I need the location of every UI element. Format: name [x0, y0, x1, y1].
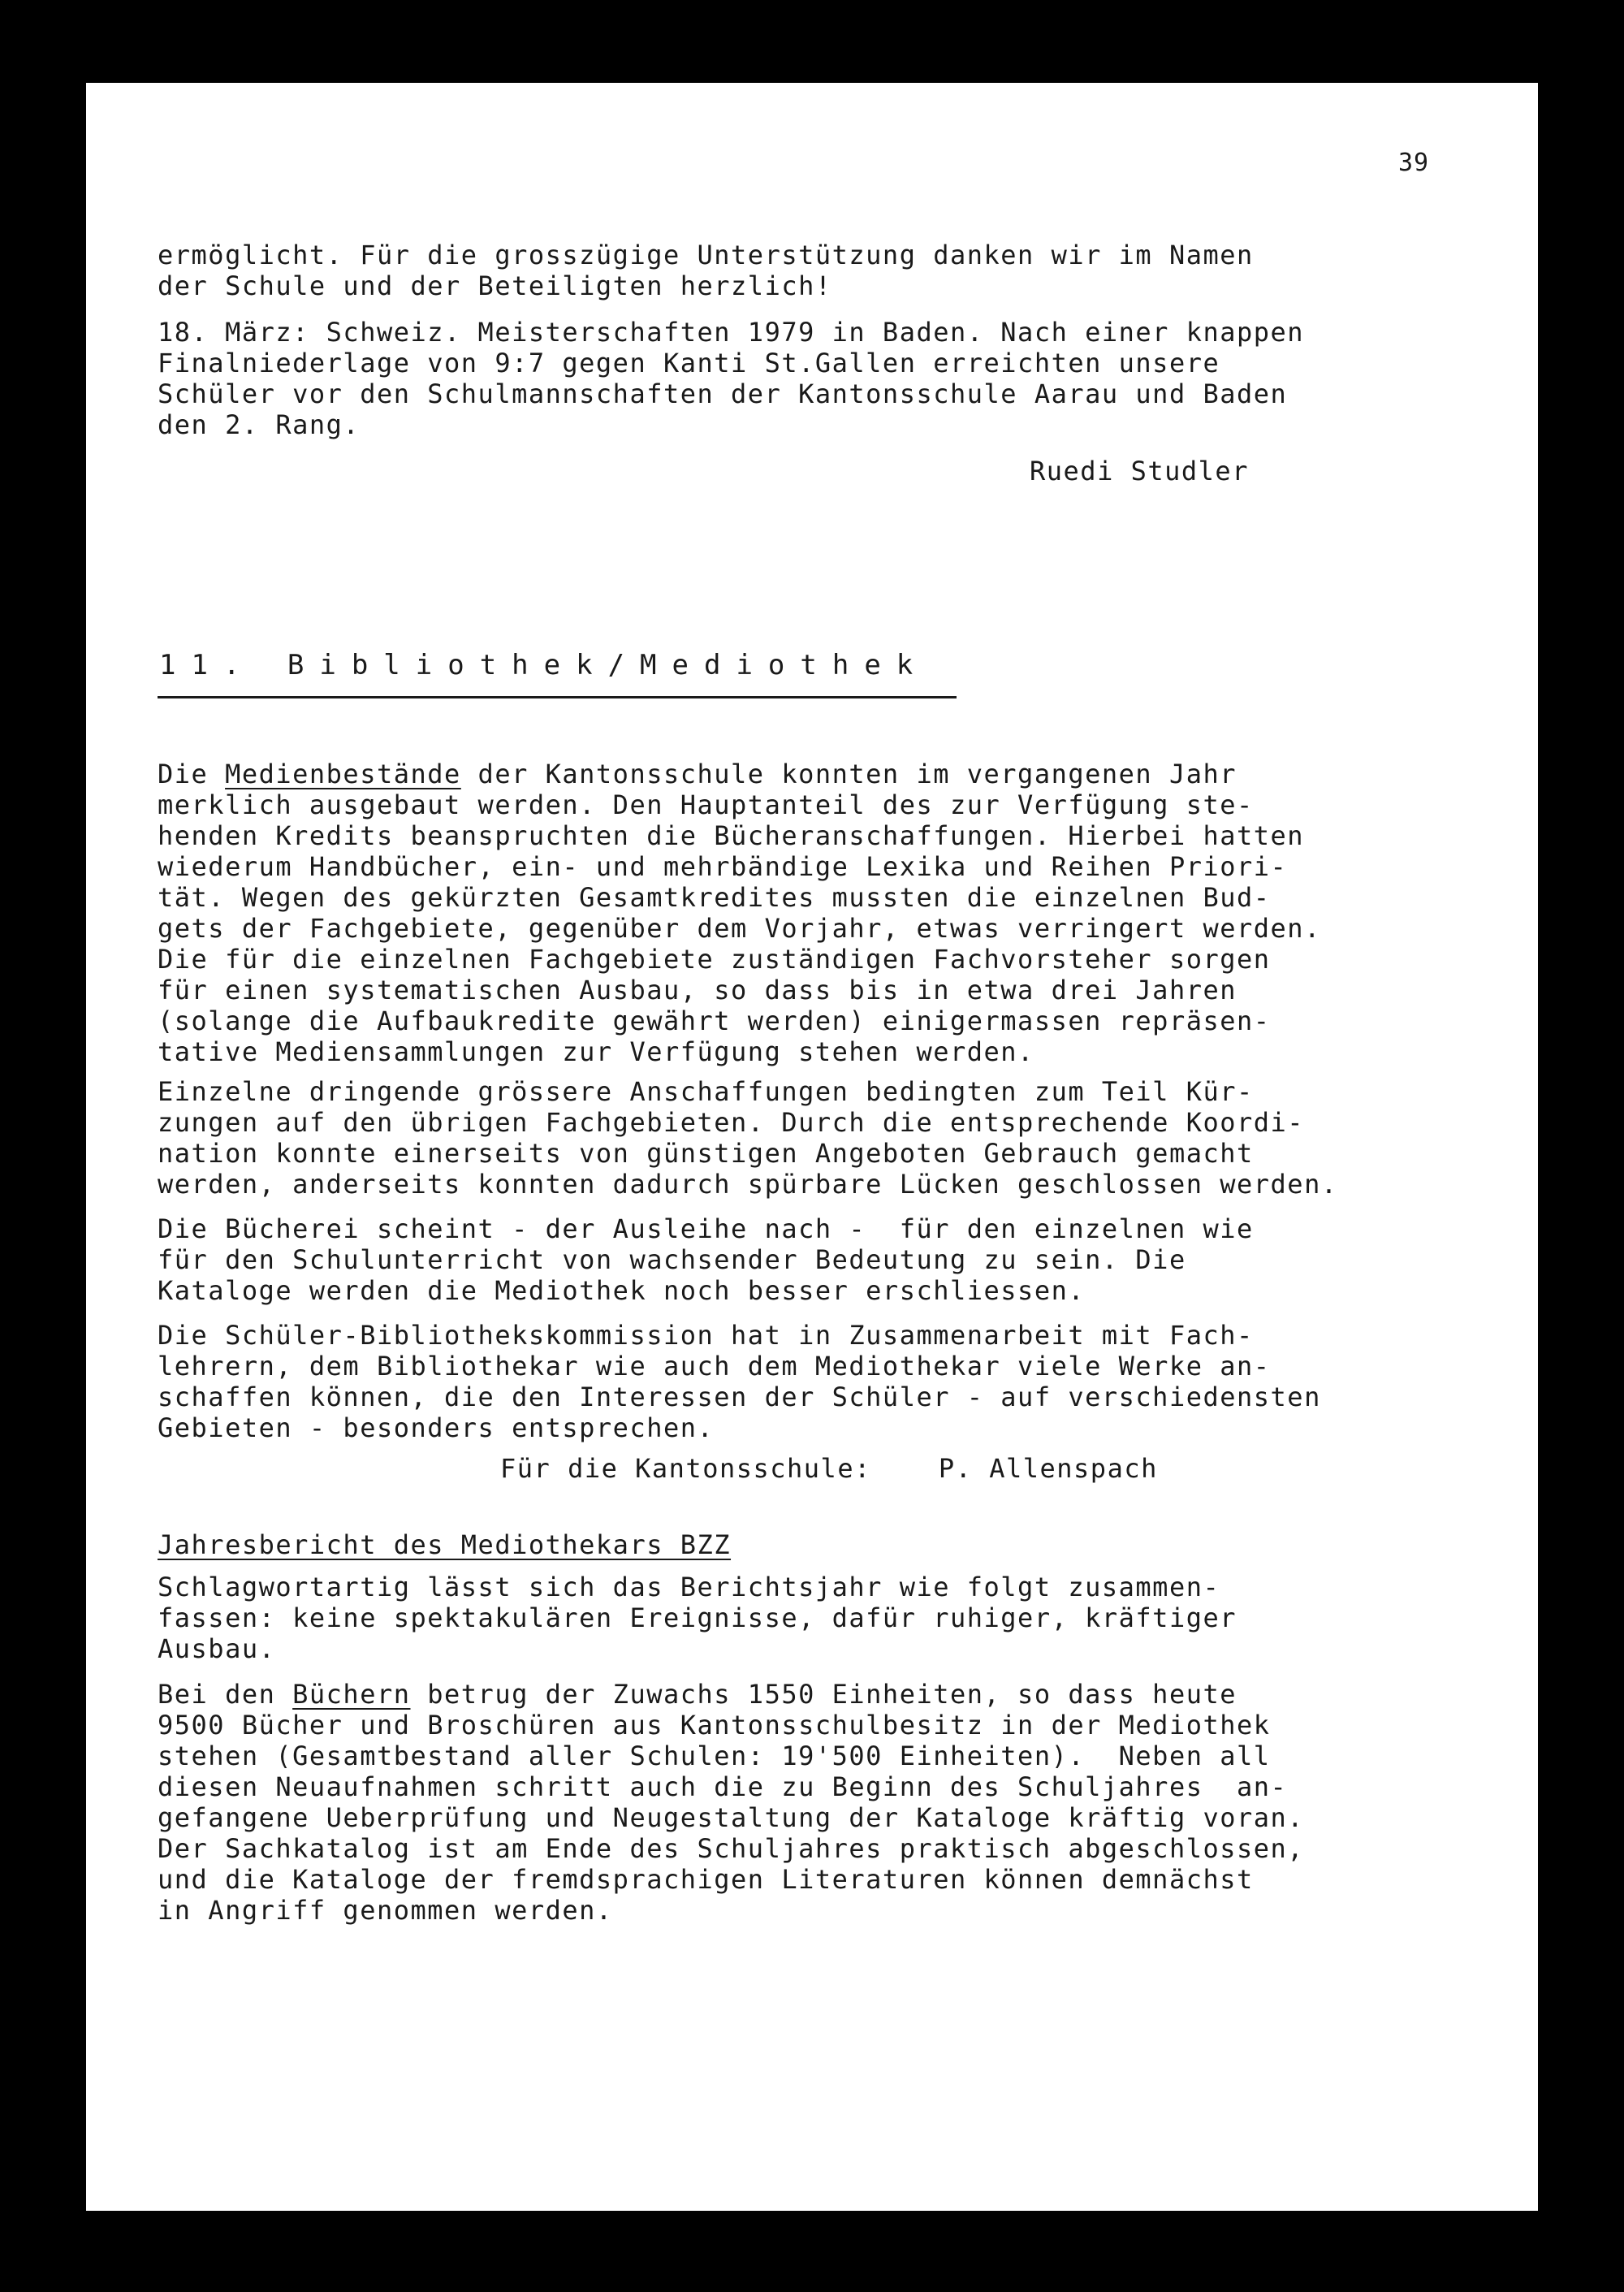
text-line: der Schule und der Beteiligten herzlich!: [158, 270, 832, 301]
text-line: Die Schüler-Bibliothekskommission hat in Zusammenarbeit mit Fach-: [158, 1320, 1254, 1351]
section-heading-underline: [158, 696, 957, 698]
signature-name: P. Allenspach: [938, 1453, 1158, 1484]
text-line: Der Sachkatalog ist am Ende des Schuljahres praktisch abgeschlossen,: [158, 1833, 1305, 1864]
text-line: nation konnte einerseits von günstigen Angeboten Gebrauch gemacht: [158, 1138, 1254, 1169]
media-holdings-paragraph: [158, 759, 1457, 1067]
intro-paragraph: [158, 240, 1457, 301]
text-line: Bei den Büchern betrug der Zuwachs 1550 Einheiten, so dass heute: [158, 1679, 1237, 1710]
underlined-term: Medienbestände: [225, 759, 461, 789]
text-line: werden, anderseits konnten dadurch spürbare Lücken geschlossen werden.: [158, 1169, 1338, 1200]
text-line: fassen: keine spektakulären Ereignisse, dafür ruhiger, kräftiger: [158, 1602, 1237, 1633]
section-heading: 11. Bibliothek/Mediothek: [159, 649, 929, 681]
text-line: für den Schulunterricht von wachsender Bedeutung zu sein. Die: [158, 1244, 1186, 1275]
text-line: ermöglicht. Für die grosszügige Unterstützung danken wir im Namen: [158, 240, 1254, 270]
library-use-paragraph: [158, 1213, 1457, 1306]
signature-studler: Ruedi Studler: [1030, 456, 1249, 487]
signature-allenspach: [500, 1453, 1158, 1484]
text-line: Ausbau.: [158, 1633, 276, 1664]
text-line: 18. März: Schweiz. Meisterschaften 1979 in Baden. Nach einer knappen: [158, 317, 1305, 348]
text-line: Die Bücherei scheint - der Ausleihe nach - für den einzelnen wie: [158, 1213, 1254, 1244]
underlined-term: Büchern: [292, 1679, 411, 1710]
text-line: gets der Fachgebiete, gegenüber dem Vorjahr, etwas verringert werden.: [158, 913, 1321, 944]
text-line: henden Kredits beanspruchten die Bücheranschaffungen. Hierbei hatten: [158, 820, 1305, 851]
text-line: (solange die Aufbaukredite gewährt werden) einigermassen repräsen-: [158, 1005, 1271, 1036]
text-line: Einzelne dringende grössere Anschaffungen bedingten zum Teil Kür-: [158, 1076, 1254, 1107]
page-number: 39: [1398, 149, 1430, 177]
text-line: Gebieten - besonders entsprechen.: [158, 1412, 715, 1443]
text-line: den 2. Rang.: [158, 409, 361, 440]
text-line: merklich ausgebaut werden. Den Hauptanteil des zur Verfügung ste-: [158, 789, 1254, 820]
text-line: tät. Wegen des gekürzten Gesamtkredites mussten die einzelnen Bud-: [158, 882, 1271, 913]
text-line: 9500 Bücher und Broschüren aus Kantonsschulbesitz in der Mediothek: [158, 1710, 1271, 1741]
acquisitions-paragraph: [158, 1076, 1457, 1200]
text-line: Schüler vor den Schulmannschaften der Kantonsschule Aarau und Baden: [158, 378, 1288, 409]
signature-label: Für die Kantonsschule:: [500, 1453, 871, 1484]
text-line: in Angriff genommen werden.: [158, 1895, 613, 1926]
text-line: diesen Neuaufnahmen schritt auch die zu Beginn des Schuljahres an-: [158, 1771, 1288, 1802]
text-line: Finalniederlage von 9:7 gegen Kanti St.Gallen erreichten unsere: [158, 348, 1220, 378]
text-line: wiederum Handbücher, ein- und mehrbändige Lexika und Reihen Priori-: [158, 851, 1288, 882]
text-line: tative Mediensammlungen zur Verfügung stehen werden.: [158, 1036, 1034, 1067]
text-line: für einen systematischen Ausbau, so dass bis in etwa drei Jahren: [158, 975, 1237, 1005]
text-line: Die Medienbestände der Kantonsschule konnten im vergangenen Jahr: [158, 759, 1237, 789]
text-line: Die für die einzelnen Fachgebiete zuständigen Fachvorsteher sorgen: [158, 944, 1271, 975]
text-line: gefangene Ueberprüfung und Neugestaltung der Kataloge kräftig voran.: [158, 1802, 1305, 1833]
summary-paragraph: [158, 1572, 1457, 1664]
text-line: schaffen können, die den Interessen der Schüler - auf verschiedensten: [158, 1382, 1321, 1412]
text-line: Schlagwortartig lässt sich das Berichtsjahr wie folgt zusammen-: [158, 1572, 1220, 1602]
text-line: zungen auf den übrigen Fachgebieten. Durch die entsprechende Koordi-: [158, 1107, 1305, 1138]
text-line: stehen (Gesamtbestand aller Schulen: 19'500 Einheiten). Neben all: [158, 1741, 1271, 1771]
text-line: und die Kataloge der fremdsprachigen Literaturen können demnächst: [158, 1864, 1254, 1895]
match-report-paragraph: [158, 317, 1457, 440]
text-line: Kataloge werden die Mediothek noch besser erschliessen.: [158, 1275, 1086, 1306]
commission-paragraph: [158, 1320, 1457, 1443]
books-paragraph: [158, 1679, 1457, 1926]
text-line: lehrern, dem Bibliothekar wie auch dem Mediothekar viele Werke an-: [158, 1351, 1271, 1382]
sub-heading: Jahresbericht des Mediothekars BZZ: [158, 1529, 732, 1560]
